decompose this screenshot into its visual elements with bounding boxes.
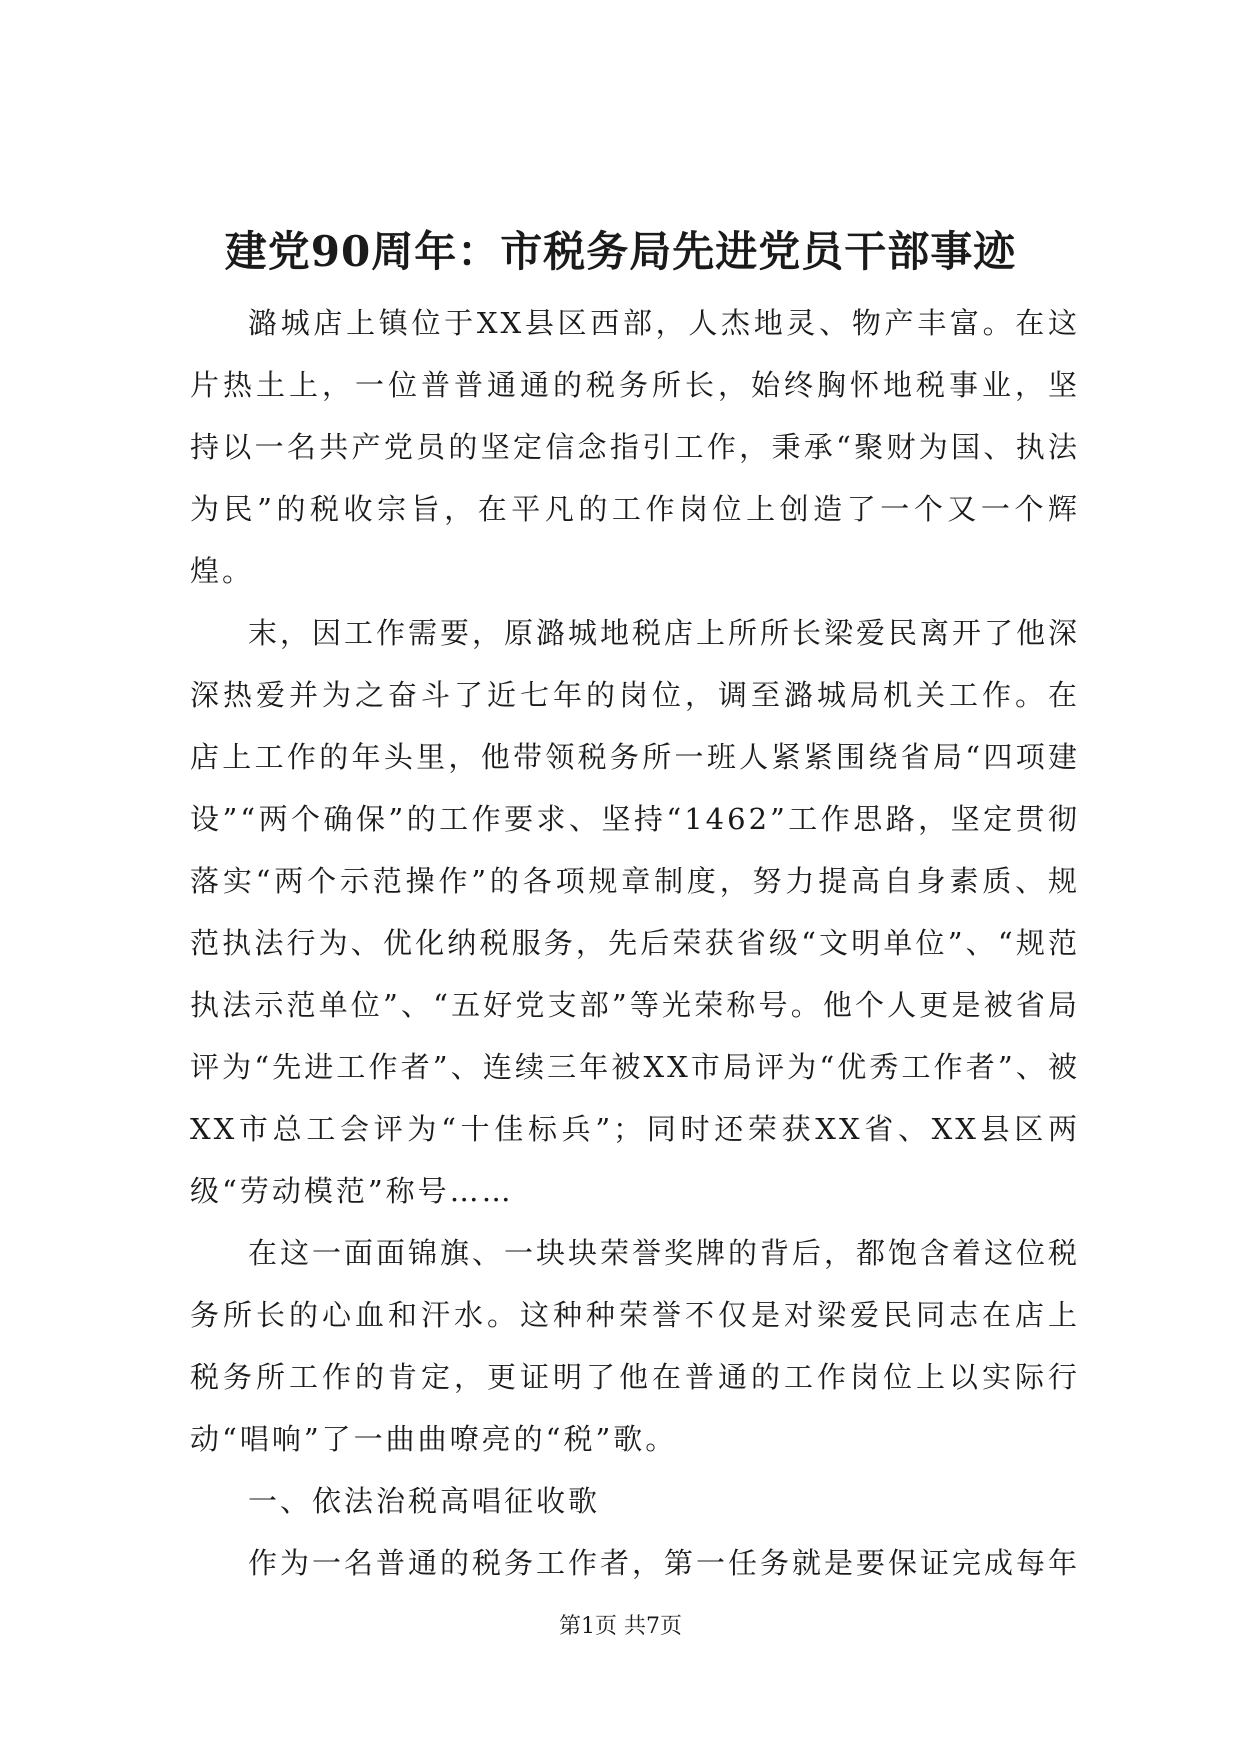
document-title: 建党90周年：市税务局先进党员干部事迹 bbox=[224, 227, 1017, 276]
document-body bbox=[190, 292, 1080, 1594]
paragraph-section-1: 作为一名普通的税务工作者，第一任务就是要保证完成每年 bbox=[248, 1546, 1081, 1580]
section-heading-1: 一、依法治税高唱征收歌 bbox=[248, 1484, 601, 1518]
paragraph-intro: 潞城店上镇位于XX县区西部，人杰地灵、物产丰富。在这片热土上，一位普普通通的税务所长，始终胸怀地税事业，坚持以一名共产党员的坚定信念指引工作，秉承“聚财为国、执法为民”的税收宗旨，在平凡的工作岗位上创造了一个又一个辉煌。 bbox=[190, 306, 1080, 588]
paragraph-significance: 在这一面面锦旗、一块块荣誉奖牌的背后，都饱含着这位税务所长的心血和汗水。这种种荣誉不仅是对梁爱民同志在店上税务所工作的肯定，更证明了他在普通的工作岗位上以实际行动“唱响”了一曲曲嘹亮的“税”歌。 bbox=[190, 1236, 1081, 1456]
page-number-footer: 第1页 共7页 bbox=[559, 1614, 682, 1639]
paragraph-honors: 末，因工作需要，原潞城地税店上所所长梁爱民离开了他深深热爱并为之奋斗了近七年的岗位，调至潞城局机关工作。在店上工作的年头里，他带领税务所一班人紧紧围绕省局“四项建设”“两个确保”的工作要求、坚持“1462”工作思路，坚定贯彻落实“两个示范操作”的各项规章制度，努力提高自身素质、规范执法行为、优化纳税服务，先后荣获省级“文明单位”、“规范执法示范单位”、“五好党支部”等光荣称号。他个人更是被省局评为“先进工作者”、连续三年被XX市局评为“优秀工作者”、被XX市总工会评为“十佳标兵”；同时还荣获XX省、XX县区两级“劳动模范”称号…… bbox=[190, 616, 1081, 1208]
